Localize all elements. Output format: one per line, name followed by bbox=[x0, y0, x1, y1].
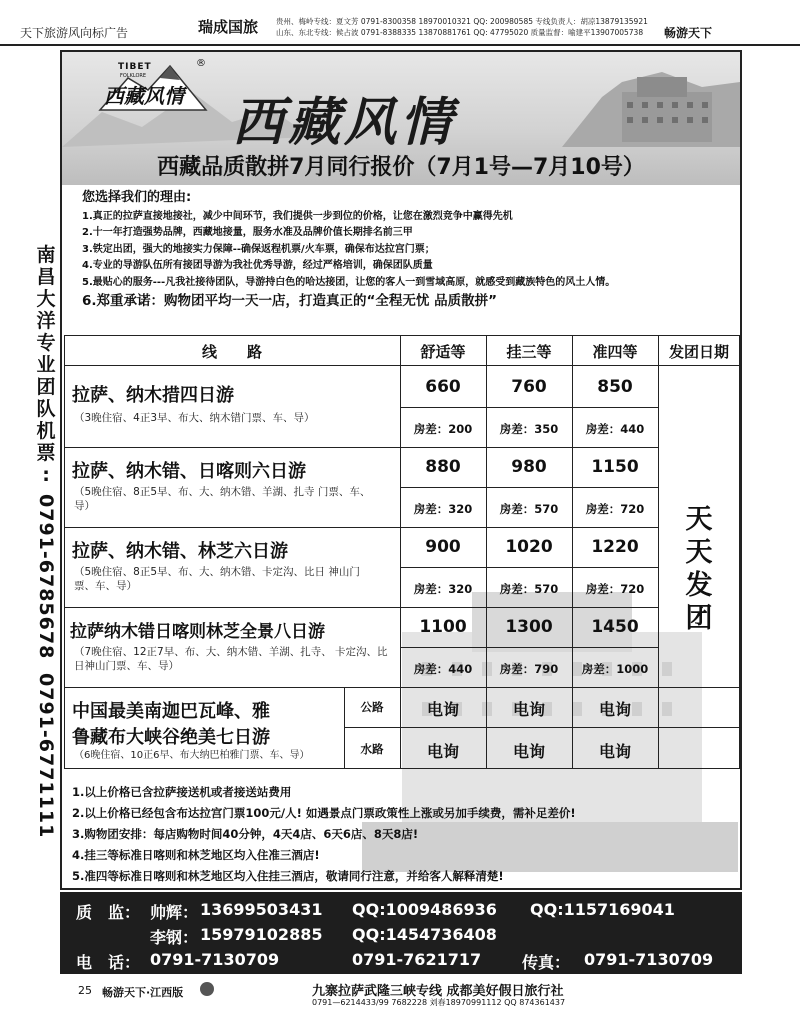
reason-item: 1.真正的拉萨直接地接社，减少中间环节，我们提供一步到位的价格，让您在激烈竞争中赢得先机 bbox=[82, 210, 513, 222]
footer-brand: 九寨拉萨武隆三峡专线 成都美好假日旅行社 bbox=[312, 984, 564, 999]
note-item: 4.挂三等标准日喀则和林芝地区均入住准三酒店! bbox=[72, 848, 320, 862]
price-comfort: 880 bbox=[425, 457, 461, 477]
reason-item: 4.专业的导游队伍所有接团导游为我社优秀导游，经过严格培训，确保团队质量 bbox=[82, 260, 433, 271]
room-diff: 房差：440 bbox=[413, 662, 473, 676]
room-diff: 房差：570 bbox=[499, 582, 559, 596]
price-inquire: 电询 bbox=[426, 700, 459, 719]
contact-tel: 0791-7130709 bbox=[150, 950, 280, 969]
reasons-section bbox=[82, 190, 732, 310]
side-char: 专 bbox=[36, 332, 56, 354]
header-three-star: 挂三等 bbox=[506, 343, 552, 361]
side-char: 业 bbox=[36, 354, 56, 376]
top-strip bbox=[0, 0, 800, 46]
logo-script: 西藏风情 bbox=[104, 84, 184, 108]
note-item: 2.以上价格已经包含布达拉宫门票100元/人! 如遇景点门票政策性上涨或另加手续费，需补足差价! bbox=[72, 806, 576, 820]
room-diff: 房差：200 bbox=[413, 422, 473, 436]
side-char: 票 bbox=[36, 442, 56, 464]
note-item: 5.准四等标准日喀则和林芝地区均入住挂三酒店，敬请同行注意，并给客人解释清楚! bbox=[72, 869, 504, 883]
route-title: 拉萨、纳木错、林芝六日游 bbox=[72, 541, 288, 562]
contact-tel: 0791-7621717 bbox=[352, 950, 482, 969]
logo-tibet-text: TIBET bbox=[118, 62, 152, 72]
contact-block bbox=[60, 892, 742, 974]
reason-item: 3.铁定出团，强大的地接实力保障--确保返程机票/火车票，确保布达拉宫门票； bbox=[82, 243, 435, 255]
magazine-name: 畅游天下·江西版 bbox=[102, 986, 184, 999]
contact-qq: QQ:1454736408 bbox=[352, 925, 497, 944]
side-char: 大 bbox=[36, 288, 56, 310]
side-char: 团 bbox=[36, 376, 56, 398]
room-diff: 房差：720 bbox=[585, 502, 645, 516]
route-detail: （3晚住宿、4正3早、布大、纳木错门票、车、导） bbox=[74, 412, 315, 424]
page-title: 西藏风情 bbox=[232, 92, 457, 153]
side-char: 机 bbox=[36, 420, 56, 442]
reasons-heading: 您选择我们的理由: bbox=[82, 190, 192, 205]
notes-section bbox=[72, 782, 732, 887]
daily-departure-text: 天天发团 bbox=[685, 504, 713, 634]
banner bbox=[62, 52, 740, 185]
route-title: 拉萨、纳木错、日喀则六日游 bbox=[72, 461, 306, 482]
price-three-star: 980 bbox=[511, 457, 547, 477]
tel-label: 电 话： bbox=[76, 953, 141, 972]
contact-fax: 0791-7130709 bbox=[584, 950, 714, 969]
header-route: 线 路 bbox=[201, 343, 262, 361]
room-diff: 房差：350 bbox=[499, 422, 559, 436]
contact-phone: 15979102885 bbox=[200, 925, 323, 944]
header-comfort: 舒适等 bbox=[420, 343, 466, 361]
room-diff: 房差：320 bbox=[413, 582, 473, 596]
price-quasi-four: 1450 bbox=[591, 617, 639, 637]
header-contact-line: 贵州、梅岭专线：夏文芳 0791-8300358 18970010321 QQ: 200980585 专线负责人：胡凉13879135921 bbox=[276, 17, 648, 26]
room-diff: 房差：720 bbox=[585, 582, 645, 596]
segment-water: 水路 bbox=[360, 742, 384, 756]
special-route-title-2: 鲁藏布大峡谷绝美七日游 bbox=[72, 727, 270, 748]
contact-phone: 13699503431 bbox=[200, 900, 323, 919]
header-departure: 发团日期 bbox=[668, 343, 729, 361]
fax-label: 传真： bbox=[522, 953, 571, 972]
route-title: 拉萨纳木错日喀则林芝全景八日游 bbox=[70, 622, 325, 642]
room-diff: 房差：320 bbox=[413, 502, 473, 516]
price-inquire: 电询 bbox=[598, 742, 631, 761]
price-inquire: 电询 bbox=[512, 742, 545, 761]
logo-folklore-text: FOLKLORE bbox=[120, 73, 147, 79]
room-diff: 房差：1000 bbox=[581, 662, 649, 676]
header-contact-line: 山东、东北专线：候占波 0791-8388335 13870881761 QQ: 47795020 质量监督：喻建平13907005738 bbox=[276, 28, 644, 37]
price-comfort: 1100 bbox=[419, 617, 467, 637]
price-inquire: 电询 bbox=[426, 742, 459, 761]
price-inquire: 电询 bbox=[598, 700, 631, 719]
price-quasi-four: 1220 bbox=[591, 537, 639, 557]
header-left-text: 天下旅游风向标广告 bbox=[20, 26, 129, 40]
side-char: 洋 bbox=[36, 310, 56, 332]
route-title: 拉萨、纳木措四日游 bbox=[72, 385, 234, 406]
footer-tels: 0791—6214433/99 7682228 刘春18970991112 QQ 874361437 bbox=[312, 998, 566, 1007]
page-number: 25 bbox=[78, 984, 92, 997]
header-quasi-four: 准四等 bbox=[592, 343, 638, 361]
contact-name: 李钢： bbox=[150, 928, 199, 947]
reason-item: 5.最贴心的服务---凡我社接待团队，导游持白色的哈达接团，让您的客人一到雪域高原，就感受到藏族特色的风土人情。 bbox=[82, 276, 616, 288]
price-three-star: 1020 bbox=[505, 537, 553, 557]
promise: 6.郑重承诺：购物团平均一天一店，打造真正的“全程无忧 品质散拼” bbox=[82, 293, 497, 309]
special-route-title-1: 中国最美南迦巴瓦峰、雅 bbox=[72, 701, 270, 722]
price-three-star: 1300 bbox=[505, 617, 553, 637]
side-char: : bbox=[42, 464, 50, 486]
room-diff: 房差：570 bbox=[499, 502, 559, 516]
logo bbox=[98, 58, 208, 120]
special-route-detail: （6晚住宿、10正6早、布大纳巴柏雅门票、车、导） bbox=[74, 750, 310, 761]
daily-departure bbox=[679, 503, 719, 635]
segment-road: 公路 bbox=[360, 700, 384, 714]
note-item: 1.以上价格已含拉萨接送机或者接送站费用 bbox=[72, 785, 292, 799]
route-detail: （5晚住宿、8正5早、布、大、纳木错、卡定沟、比日 神山门票、车、导） bbox=[74, 566, 360, 592]
price-quasi-four: 1150 bbox=[591, 457, 639, 477]
route-detail: （7晚住宿、12正7早、布、大、纳木错、羊湖、扎寺、 卡定沟、比日神山门票、车、导） bbox=[74, 646, 388, 672]
edition-badge-icon bbox=[200, 982, 214, 996]
side-phone-2: 0791-6771111 bbox=[35, 673, 57, 839]
contact-name: 帅辉： bbox=[150, 903, 199, 922]
main-panel bbox=[60, 50, 742, 890]
side-char: 南 bbox=[36, 244, 56, 266]
side-char: 昌 bbox=[36, 266, 56, 288]
price-table bbox=[64, 335, 740, 769]
room-diff: 房差：790 bbox=[499, 662, 559, 676]
header-right-text: 畅游天下 bbox=[664, 26, 713, 40]
price-quasi-four: 850 bbox=[597, 377, 633, 397]
price-comfort: 900 bbox=[425, 537, 461, 557]
registered-mark: ® bbox=[196, 58, 206, 69]
side-char: 队 bbox=[36, 398, 56, 420]
side-phone-1: 0791-6785678 bbox=[35, 494, 57, 660]
room-diff: 房差：440 bbox=[585, 422, 645, 436]
route-detail: （5晚住宿、8正5早、布、大、纳木错、羊湖、扎寺 门票、车、导） bbox=[74, 486, 371, 512]
price-inquire: 电询 bbox=[512, 700, 545, 719]
page-subtitle: 西藏品质散拼7月同行报价（7月1号—7月10号） bbox=[157, 155, 645, 180]
reason-item: 2.十一年打造强势品牌，西藏地接量，服务水准及品牌价值长期排名前三甲 bbox=[82, 227, 413, 238]
header-contacts bbox=[276, 16, 648, 38]
note-item: 3.购物团安排：每店购物时间40分钟，4天4店、6天6店、8天8店! bbox=[72, 827, 419, 841]
contact-qq: QQ:1157169041 bbox=[530, 900, 675, 919]
price-comfort: 660 bbox=[425, 377, 461, 397]
header-brand: 瑞成国旅 bbox=[198, 18, 259, 36]
supervise-label: 质 监： bbox=[76, 903, 141, 922]
price-three-star: 760 bbox=[511, 377, 547, 397]
contact-qq: QQ:1009486936 bbox=[352, 900, 497, 919]
